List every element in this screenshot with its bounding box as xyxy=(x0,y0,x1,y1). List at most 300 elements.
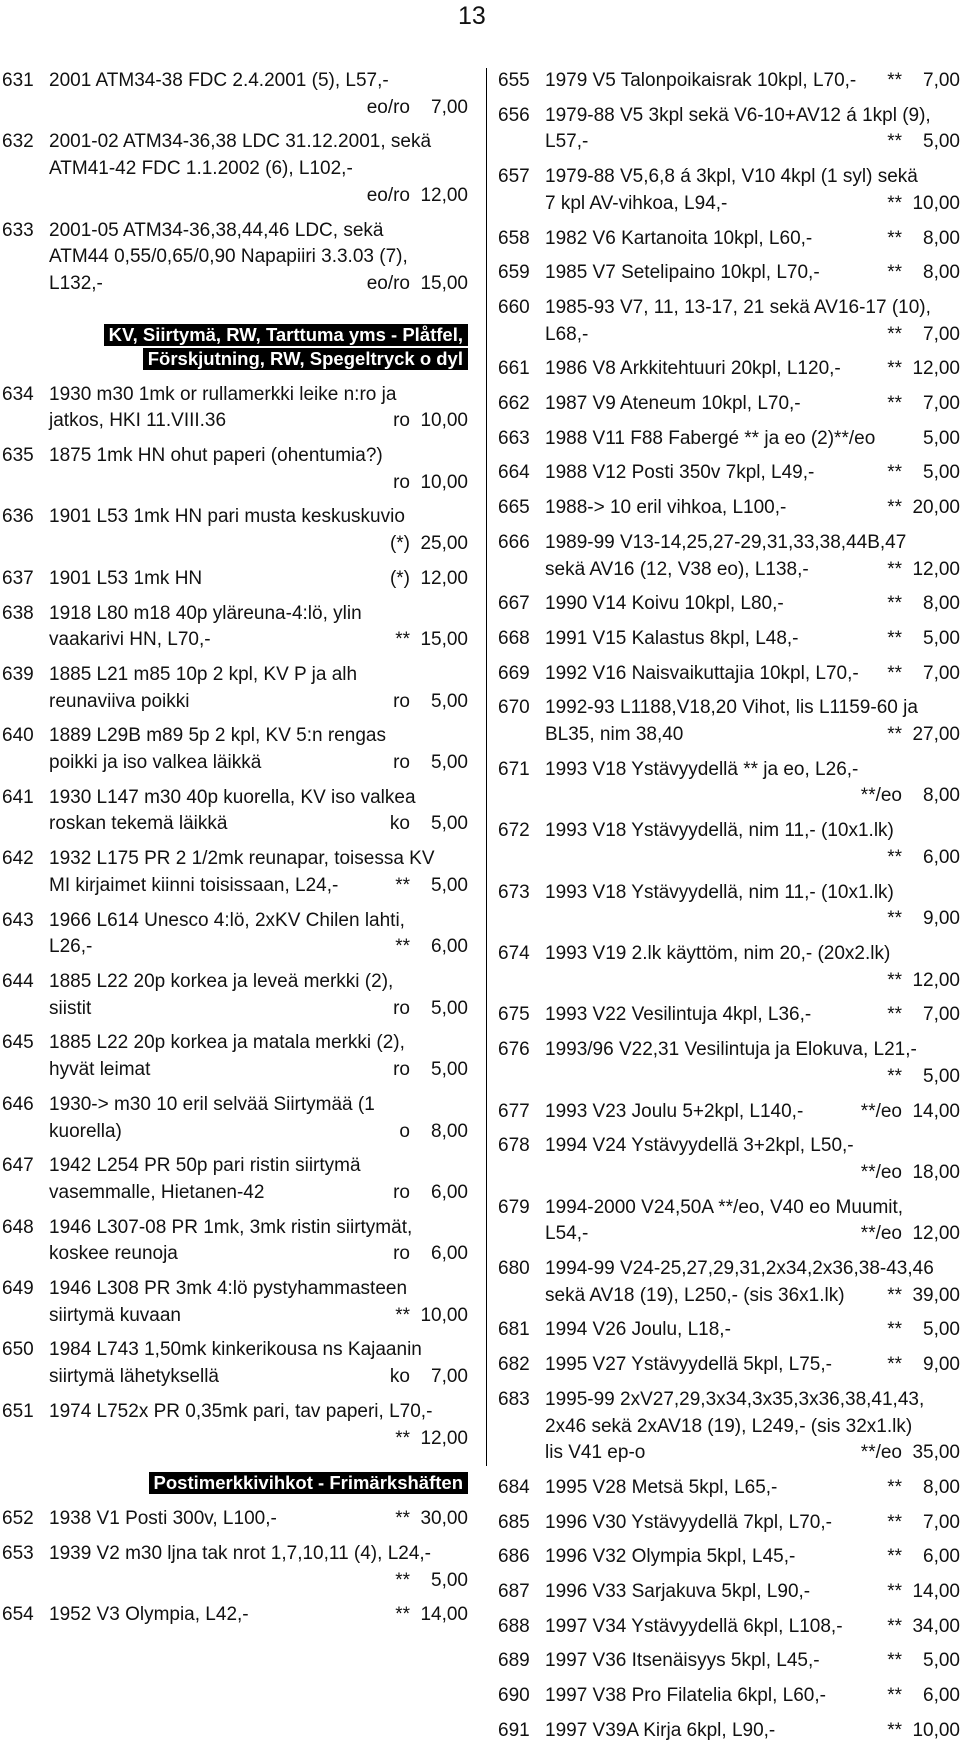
lot-number: 674 xyxy=(498,942,530,964)
lot-text xyxy=(545,968,887,995)
lot-price: 18,00 xyxy=(912,1161,960,1183)
lot-text: 1979 V5 Talonpoikaisrak 10kpl, L70,- xyxy=(545,70,857,91)
condition-mark: ** xyxy=(887,227,902,249)
lot-text: roskan tekemä läikkä xyxy=(49,813,228,835)
lot-entry xyxy=(498,591,960,618)
lot-line xyxy=(545,129,960,156)
lot-entry xyxy=(2,1399,468,1452)
lot-price: 7,00 xyxy=(923,1511,960,1533)
lot-price: 12,00 xyxy=(912,358,960,380)
condition-mark: ro xyxy=(393,1243,410,1265)
lot-price: 8,00 xyxy=(923,785,960,807)
condition-mark: **/eo xyxy=(860,1223,902,1245)
lot-entry xyxy=(498,880,960,933)
lot-line: 1993 V18 Ystävyydellä, nim 11,- (10x1.lk) xyxy=(545,820,894,842)
lot-price: 12,00 xyxy=(420,1427,468,1449)
lot-price: 39,00 xyxy=(912,1284,960,1306)
condition-mark: ro xyxy=(393,1059,410,1081)
lot-text: sekä AV18 (19), L250,- (sis 36x1.lk) xyxy=(545,1284,845,1306)
condition-mark: (*) xyxy=(389,567,410,589)
lot-line: 1984 L743 1,50mk kinkerikousa ns Kajaanin xyxy=(49,1339,422,1361)
lot-line xyxy=(545,1440,960,1467)
lot-entry xyxy=(2,969,468,1022)
lot-line xyxy=(545,661,960,688)
lot-number: 637 xyxy=(2,567,34,589)
lot-number: 666 xyxy=(498,531,530,553)
lot-line xyxy=(545,322,960,349)
condition-mark: ** xyxy=(887,593,902,615)
lot-entry xyxy=(498,1475,960,1502)
condition-mark: (*) xyxy=(389,533,410,555)
lot-entry xyxy=(2,68,468,121)
lot-line xyxy=(545,460,960,487)
lot-price: 7,00 xyxy=(431,96,468,118)
lot-line: 1930 L147 m30 40p kuorella, KV iso valkea xyxy=(49,786,416,808)
lot-line: 1889 L29B m89 5p 2 kpl, KV 5:n rengas xyxy=(49,725,386,747)
lot-line xyxy=(49,1602,468,1629)
lot-price: 5,00 xyxy=(923,1065,960,1087)
lot-line xyxy=(545,591,960,618)
lot-line xyxy=(49,1180,468,1207)
lot-text: 7 kpl AV-vihkoa, L94,- xyxy=(545,192,728,214)
lot-line: 1993 V18 Ystävyydellä ** ja eo, L26,- xyxy=(545,758,859,780)
condition-mark: ** xyxy=(887,1615,902,1637)
lot-text xyxy=(545,1064,887,1091)
lot-price: 12,00 xyxy=(912,1223,960,1245)
lot-number: 653 xyxy=(2,1542,34,1564)
lot-entry xyxy=(498,1195,960,1248)
lot-entry xyxy=(498,941,960,994)
lot-entry xyxy=(498,695,960,748)
right-column xyxy=(498,68,960,1745)
lot-text xyxy=(545,1160,861,1187)
lot-number: 671 xyxy=(498,758,530,780)
lot-number: 668 xyxy=(498,627,530,649)
condition-mark: ** xyxy=(887,358,902,380)
lot-line xyxy=(49,1119,468,1146)
left-column xyxy=(2,68,468,1629)
lot-text xyxy=(49,1426,395,1453)
lot-line: 1930-> m30 10 eril selvää Siirtymää (1 xyxy=(49,1093,375,1115)
lot-line: 1939 V2 m30 ljna tak nrot 1,7,10,11 (4), L24,- xyxy=(49,1542,431,1564)
lot-entry xyxy=(2,1030,468,1083)
condition-mark: ro xyxy=(393,410,410,432)
lot-line xyxy=(49,627,468,654)
lot-text: 1992 V16 Naisvaikuttajia 10kpl, L70,- xyxy=(545,662,859,684)
lot-number: 638 xyxy=(2,602,34,624)
lot-entry xyxy=(2,1276,468,1329)
condition-mark: ** xyxy=(887,1319,902,1341)
lot-entry xyxy=(498,1510,960,1537)
lot-text xyxy=(49,1568,395,1595)
lot-entry xyxy=(2,504,468,557)
lot-entry xyxy=(498,530,960,583)
condition-mark: ** xyxy=(887,393,902,415)
lot-line: 1966 L614 Unesco 4:lö, 2xKV Chilen lahti, xyxy=(49,909,405,931)
lot-line: 1946 L308 PR 3mk 4:lö pystyhammasteen xyxy=(49,1278,408,1300)
lot-text: 1987 V9 Ateneum 10kpl, L70,- xyxy=(545,393,801,415)
lot-text: L68,- xyxy=(545,323,589,345)
lot-number: 680 xyxy=(498,1258,530,1280)
lot-line xyxy=(49,408,468,435)
lot-entry xyxy=(498,260,960,287)
condition-mark: ** xyxy=(887,1546,902,1568)
lot-number: 670 xyxy=(498,697,530,719)
condition-mark: ro xyxy=(393,690,410,712)
lot-number: 678 xyxy=(498,1135,530,1157)
lot-entry xyxy=(498,1352,960,1379)
lot-number: 639 xyxy=(2,663,34,685)
lot-price: 10,00 xyxy=(912,1719,960,1741)
lot-text xyxy=(49,470,393,497)
lot-text: jatkos, HKI 11.VIII.36 xyxy=(49,410,227,432)
lot-number: 650 xyxy=(2,1339,34,1361)
condition-mark: ** xyxy=(887,846,902,868)
lot-number: 679 xyxy=(498,1196,530,1218)
lot-text: 1938 V1 Posti 300v, L100,- xyxy=(49,1508,277,1530)
lot-line xyxy=(545,626,960,653)
lot-entry xyxy=(498,1387,960,1467)
lot-text xyxy=(49,95,367,122)
lot-number: 688 xyxy=(498,1615,530,1637)
lot-entry xyxy=(2,443,468,496)
condition-mark: ** xyxy=(395,1427,410,1449)
condition-mark: ro xyxy=(393,752,410,774)
lot-price: 12,00 xyxy=(912,558,960,580)
lot-price: 5,00 xyxy=(923,627,960,649)
lot-text: 1990 V14 Koivu 10kpl, L80,- xyxy=(545,593,784,615)
condition-mark: ** xyxy=(887,131,902,153)
lot-text xyxy=(49,531,390,558)
lot-text xyxy=(545,783,861,810)
lot-price: 8,00 xyxy=(923,593,960,615)
condition-mark: ro xyxy=(393,997,410,1019)
lot-number: 643 xyxy=(2,909,34,931)
lot-entry xyxy=(498,1544,960,1571)
lot-entry xyxy=(498,1317,960,1344)
condition-mark: ** xyxy=(887,1065,902,1087)
lot-entry xyxy=(2,129,468,209)
lot-price: 5,00 xyxy=(923,462,960,484)
lot-number: 690 xyxy=(498,1685,530,1707)
lot-price: 15,00 xyxy=(420,629,468,651)
lot-number: 677 xyxy=(498,1100,530,1122)
lot-entry xyxy=(498,164,960,217)
lot-line xyxy=(49,934,468,961)
lot-text: L26,- xyxy=(49,936,93,958)
lot-text: lis V41 ep-o xyxy=(545,1442,646,1464)
lot-price: 5,00 xyxy=(431,1569,468,1591)
lot-number: 661 xyxy=(498,358,530,380)
lot-price: 12,00 xyxy=(912,969,960,991)
condition-mark: ** xyxy=(887,969,902,991)
lot-line: 1974 L752x PR 0,35mk pari, tav paperi, L70,- xyxy=(49,1400,433,1422)
lot-text: BL35, nim 38,40 xyxy=(545,724,684,746)
lot-price: 6,00 xyxy=(923,1546,960,1568)
lot-line: ATM44 0,55/0,65/0,90 Napapiiri 3.3.03 (7), xyxy=(49,246,408,268)
condition-mark: ** xyxy=(887,1354,902,1376)
lot-entry xyxy=(498,426,960,453)
condition-mark: ** xyxy=(887,1476,902,1498)
condition-mark: **/eo xyxy=(860,785,902,807)
lot-entry xyxy=(498,1099,960,1126)
lot-entry xyxy=(498,68,960,95)
lot-number: 634 xyxy=(2,383,34,405)
condition-mark: ** xyxy=(887,1685,902,1707)
lot-line: 1946 L307-08 PR 1mk, 3mk ristin siirtymät, xyxy=(49,1216,413,1238)
lot-number: 691 xyxy=(498,1719,530,1741)
lot-price: 30,00 xyxy=(420,1508,468,1530)
lot-price: 8,00 xyxy=(431,1120,468,1142)
lot-entry xyxy=(498,103,960,156)
lot-number: 636 xyxy=(2,506,34,528)
lot-line: 2001-02 ATM34-36,38 LDC 31.12.2001, sekä xyxy=(49,131,432,153)
lot-price: 10,00 xyxy=(420,471,468,493)
lot-price: 6,00 xyxy=(923,846,960,868)
lot-text: 1995 V28 Metsä 5kpl, L65,- xyxy=(545,1476,778,1498)
lot-price: 35,00 xyxy=(912,1442,960,1464)
lot-line xyxy=(49,566,468,593)
lot-price: 5,00 xyxy=(431,997,468,1019)
lot-price: 12,00 xyxy=(420,567,468,589)
lot-price: 7,00 xyxy=(431,1366,468,1388)
lot-line: 1995-99 2xV27,29,3x34,3x35,3x36,38,41,43, xyxy=(545,1388,925,1410)
lot-line: 1875 1mk HN ohut paperi (ohentumia?) xyxy=(49,445,383,467)
lot-price: 5,00 xyxy=(923,1319,960,1341)
lot-line xyxy=(545,1064,960,1091)
lot-line xyxy=(545,783,960,810)
lot-price: 7,00 xyxy=(923,1004,960,1026)
lot-number: 685 xyxy=(498,1511,530,1533)
condition-mark: ** xyxy=(887,1581,902,1603)
lot-line xyxy=(49,811,468,838)
section-heading xyxy=(2,324,468,372)
condition-mark: ro xyxy=(393,471,410,493)
lot-line xyxy=(49,271,468,298)
lot-line: 1932 L175 PR 2 1/2mk reunapar, toisessa KV xyxy=(49,848,435,870)
lot-line: 1979-88 V5,6,8 á 3kpl, V10 4kpl (1 syl) sekä xyxy=(545,166,918,188)
condition-mark: ** xyxy=(395,1604,410,1626)
lot-entry xyxy=(498,1002,960,1029)
lot-entry xyxy=(2,601,468,654)
lot-line xyxy=(545,1648,960,1675)
lot-price: 5,00 xyxy=(431,752,468,774)
lot-line: 1994 V24 Ystävyydellä 3+2kpl, L50,- xyxy=(545,1135,854,1157)
lot-text: koskee reunoja xyxy=(49,1243,178,1265)
lot-text: 1996 V32 Olympia 5kpl, L45,- xyxy=(545,1546,796,1568)
lot-number: 665 xyxy=(498,497,530,519)
condition-mark: ko xyxy=(389,1366,410,1388)
lot-number: 649 xyxy=(2,1278,34,1300)
lot-price: 5,00 xyxy=(431,1059,468,1081)
lot-number: 641 xyxy=(2,786,34,808)
lot-number: 664 xyxy=(498,462,530,484)
lot-line xyxy=(49,95,468,122)
lot-entry xyxy=(2,218,468,298)
lot-price: 20,00 xyxy=(912,497,960,519)
lot-price: 6,00 xyxy=(431,1243,468,1265)
lot-entry xyxy=(2,1337,468,1390)
lot-text: 1988 V11 F88 Fabergé ** ja eo (2)**/eo xyxy=(545,427,876,449)
lot-entry xyxy=(498,391,960,418)
lot-line xyxy=(545,260,960,287)
lot-line xyxy=(545,1683,960,1710)
lot-line xyxy=(49,996,468,1023)
lot-entry xyxy=(498,495,960,522)
section-heading-line: KV, Siirtymä, RW, Tarttuma yms - Plåtfel, xyxy=(104,324,468,346)
lot-line: 1994-2000 V24,50A **/eo, V40 eo Muumit, xyxy=(545,1196,904,1218)
lot-number: 655 xyxy=(498,70,530,91)
condition-mark: ** xyxy=(887,662,902,684)
lot-line: ATM41-42 FDC 1.1.2002 (6), L102,- xyxy=(49,158,353,180)
lot-entry xyxy=(2,1092,468,1145)
lot-price: 7,00 xyxy=(923,662,960,684)
lot-text: 1997 V36 Itsenäisyys 5kpl, L45,- xyxy=(545,1650,820,1672)
lot-entry xyxy=(498,295,960,348)
lot-line: 1989-99 V13-14,25,27-29,31,33,38,44B,47 xyxy=(545,531,907,553)
lot-price: 6,00 xyxy=(923,1685,960,1707)
lot-number: 672 xyxy=(498,820,530,842)
lot-line xyxy=(545,845,960,872)
lot-number: 669 xyxy=(498,662,530,684)
condition-mark: ** xyxy=(887,70,902,91)
lot-entry xyxy=(498,1683,960,1710)
lot-price: 10,00 xyxy=(420,1304,468,1326)
condition-mark: ** xyxy=(395,629,410,651)
lot-text: 1988-> 10 eril vihkoa, L100,- xyxy=(545,497,787,519)
lot-entry xyxy=(2,1153,468,1206)
column-divider xyxy=(486,68,487,1466)
lot-entry xyxy=(498,1256,960,1309)
lot-number: 662 xyxy=(498,393,530,415)
lot-line: 1885 L21 m85 10p 2 kpl, KV P ja alh xyxy=(49,663,358,685)
lot-text: 1952 V3 Olympia, L42,- xyxy=(49,1604,249,1626)
condition-mark: ** xyxy=(887,627,902,649)
lot-entry xyxy=(498,757,960,810)
lot-line xyxy=(49,1506,468,1533)
lot-price: 10,00 xyxy=(912,192,960,214)
lot-text: 1997 V34 Ystävyydellä 6kpl, L108,- xyxy=(545,1615,843,1637)
lot-line: 1994-99 V24-25,27,29,31,2x34,2x36,38-43,46 xyxy=(545,1258,934,1280)
lot-entry xyxy=(498,661,960,688)
lot-text: vasemmalle, Hietanen-42 xyxy=(49,1181,265,1203)
lot-text: L57,- xyxy=(545,131,589,153)
condition-mark: **/eo xyxy=(860,1161,902,1183)
condition-mark: ** xyxy=(887,1719,902,1741)
lot-line: 2x46 sekä 2xAV18 (19), L249,- (sis 32x1.lk) xyxy=(545,1415,913,1437)
lot-text: 1994 V26 Joulu, L18,- xyxy=(545,1319,731,1341)
lot-line: 1992-93 L1188,V18,20 Vihot, lis L1159-60 ja xyxy=(545,697,918,719)
condition-mark: ** xyxy=(395,936,410,958)
condition-mark: o xyxy=(399,1120,410,1142)
lot-line: 1901 L53 1mk HN pari musta keskuskuvio xyxy=(49,506,405,528)
lot-number: 686 xyxy=(498,1546,530,1568)
lot-text: 1986 V8 Arkkitehtuuri 20kpl, L120,- xyxy=(545,358,841,380)
lot-text: 1985 V7 Setelipaino 10kpl, L70,- xyxy=(545,262,820,284)
lot-entry xyxy=(2,1215,468,1268)
lot-text: 1997 V38 Pro Filatelia 6kpl, L60,- xyxy=(545,1685,826,1707)
lot-number: 632 xyxy=(2,131,34,153)
lot-price: 9,00 xyxy=(923,1354,960,1376)
condition-mark: eo/ro xyxy=(366,184,410,206)
lot-price: 25,00 xyxy=(420,533,468,555)
lot-line xyxy=(49,531,468,558)
lot-price: 7,00 xyxy=(923,70,960,91)
lot-price: 5,00 xyxy=(923,1650,960,1672)
lot-price: 12,00 xyxy=(420,184,468,206)
lot-entry xyxy=(2,1541,468,1594)
lot-text: 1901 L53 1mk HN xyxy=(49,567,203,589)
lot-line xyxy=(545,226,960,253)
lot-price: 9,00 xyxy=(923,908,960,930)
section-heading-line: Postimerkkivihkot - Frimärkshäften xyxy=(149,1472,468,1494)
lot-number: 656 xyxy=(498,104,530,126)
lot-text: 1995 V27 Ystävyydellä 5kpl, L75,- xyxy=(545,1354,832,1376)
lot-text: 1996 V30 Ystävyydellä 7kpl, L70,- xyxy=(545,1511,832,1533)
lot-line xyxy=(49,1364,468,1391)
condition-mark: ** xyxy=(887,497,902,519)
lot-price: 10,00 xyxy=(420,410,468,432)
condition-mark: ** xyxy=(887,1284,902,1306)
lot-number: 652 xyxy=(2,1508,34,1530)
lot-text: poikki ja iso valkea läikkä xyxy=(49,752,262,774)
lot-entry xyxy=(498,1718,960,1745)
lot-line xyxy=(545,1099,960,1126)
lot-line xyxy=(49,1568,468,1595)
lot-line xyxy=(545,1475,960,1502)
condition-mark: ** xyxy=(395,1508,410,1530)
lot-text: L54,- xyxy=(545,1223,589,1245)
lot-line xyxy=(545,68,960,95)
condition-mark: ** xyxy=(887,724,902,746)
condition-mark: ** xyxy=(395,874,410,896)
lot-line xyxy=(545,1579,960,1606)
lot-entry xyxy=(498,1648,960,1675)
lot-entry xyxy=(498,356,960,383)
lot-line xyxy=(545,1221,960,1248)
lot-number: 687 xyxy=(498,1581,530,1603)
lot-number: 631 xyxy=(2,70,34,91)
lot-entry xyxy=(2,382,468,435)
lot-entry xyxy=(498,226,960,253)
lot-entry xyxy=(498,1037,960,1090)
lot-text: 1996 V33 Sarjakuva 5kpl, L90,- xyxy=(545,1581,811,1603)
lot-line xyxy=(545,426,960,453)
lot-price: 27,00 xyxy=(912,724,960,746)
lot-number: 640 xyxy=(2,725,34,747)
lot-price: 15,00 xyxy=(420,272,468,294)
lot-text xyxy=(545,906,887,933)
lot-number: 648 xyxy=(2,1216,34,1238)
lot-line xyxy=(545,1283,960,1310)
lot-text: reunaviiva poikki xyxy=(49,690,190,712)
lot-line: 1993/96 V22,31 Vesilintuja ja Elokuva, L21,- xyxy=(545,1039,917,1061)
lot-price: 14,00 xyxy=(912,1581,960,1603)
lot-line xyxy=(545,1317,960,1344)
lot-number: 635 xyxy=(2,445,34,467)
lot-text: siirtymä lähetyksellä xyxy=(49,1366,219,1388)
condition-mark: ** xyxy=(395,1569,410,1591)
lot-price: 8,00 xyxy=(923,262,960,284)
condition-mark: ** xyxy=(887,323,902,345)
lot-line: 1993 V19 2.lk käyttöm, nim 20,- (20x2.lk) xyxy=(545,942,891,964)
lot-price: 5,00 xyxy=(923,131,960,153)
lot-number: 683 xyxy=(498,1388,530,1410)
lot-text: 1993 V23 Joulu 5+2kpl, L140,- xyxy=(545,1100,804,1122)
lot-number: 667 xyxy=(498,593,530,615)
lot-price: 8,00 xyxy=(923,227,960,249)
lot-line: 1885 L22 20p korkea ja matala merkki (2), xyxy=(49,1032,405,1054)
